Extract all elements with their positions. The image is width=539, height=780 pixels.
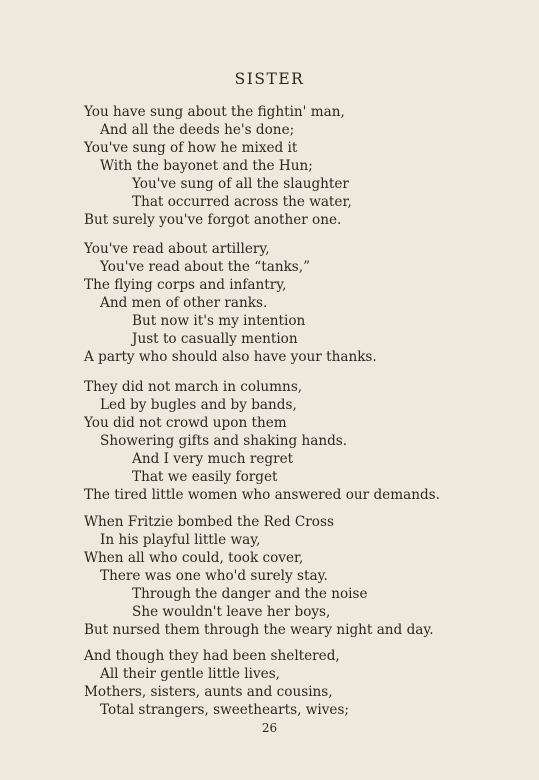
poem-line: There was one who'd surely stay. — [100, 568, 328, 584]
poem-line: You have sung about the fightin' man, — [84, 104, 345, 120]
poem-line: All their gentle little lives, — [100, 666, 280, 682]
page-number: 26 — [261, 721, 278, 735]
poem-line: You've read about artillery, — [84, 241, 270, 257]
poem-title: SISTER — [234, 70, 305, 88]
poem-line: Through the danger and the noise — [132, 586, 368, 602]
poem-line: With the bayonet and the Hun; — [100, 158, 313, 174]
poem-line: But nursed them through the weary night and day. — [84, 622, 434, 638]
poem-line: And I very much regret — [132, 451, 294, 467]
poem-line: And though they had been sheltered, — [84, 648, 340, 664]
poem-line: Showering gifts and shaking hands. — [100, 433, 348, 449]
poem-line: A party who should also have your thanks. — [84, 349, 377, 365]
poem-line: She wouldn't leave her boys, — [132, 604, 331, 620]
poem-line: The tired little women who answered our demands. — [84, 487, 440, 503]
poem-line: And all the deeds he's done; — [100, 122, 295, 138]
poem-line: You've sung of all the slaughter — [132, 176, 349, 192]
poem-line: Total strangers, sweethearts, wives; — [100, 702, 350, 718]
poem-line: But now it's my intention — [132, 313, 306, 329]
poem-line: The flying corps and infantry, — [84, 277, 287, 293]
poem-line: Mothers, sisters, aunts and cousins, — [84, 684, 333, 700]
poem-line: You did not crowd upon them — [84, 415, 287, 431]
poem-line: They did not march in columns, — [84, 379, 303, 395]
poem-line: In his playful little way, — [100, 532, 261, 548]
poem-line: And men of other ranks. — [100, 295, 268, 311]
poem-line: That occurred across the water, — [132, 194, 352, 210]
poem-line: When Fritzie bombed the Red Cross — [84, 514, 334, 530]
poem-line: You've read about the “tanks,” — [100, 259, 311, 275]
poem-line: Just to casually mention — [132, 331, 298, 347]
poem-line: But surely you've forgot another one. — [84, 212, 342, 228]
poem-line: Led by bugles and by bands, — [100, 397, 297, 413]
poem-line: You've sung of how he mixed it — [84, 140, 298, 156]
poem-line: That we easily forget — [132, 469, 278, 485]
poem-line: When all who could, took cover, — [84, 550, 304, 566]
